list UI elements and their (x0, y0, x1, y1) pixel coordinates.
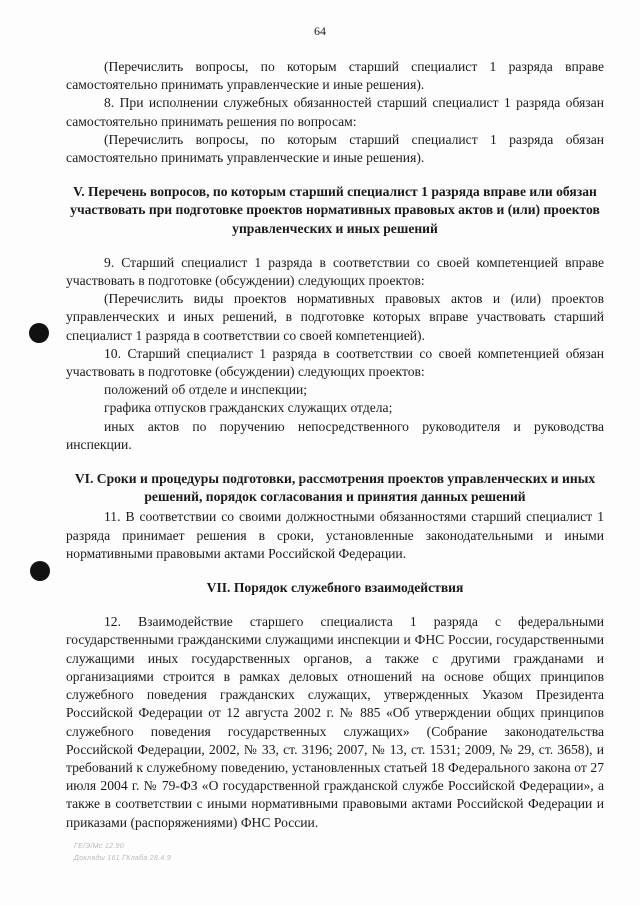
paragraph: 12. Взаимодействие старшего специалиста 1 разряда с федеральными государственными гражданскими служащими инспекции и ФНС России, государственными служащими иных государственных органов, а также с другими гражданами и организациями строится в рамках деловых отношений на основе общих принципов служебного поведения гражданских служащих, утвержденных Указом Президента Российской Федерации от 12 августа 2002 г. № 885 «Об утверждении общих принципов служебного поведения государственных служащих» (Собрание законодательства Российской Федерации, 2002, № 33, ст. 3196; 2007, № 13, ст. 1531; 2009, № 29, ст. 3658), и требований к служебному поведению, установленных статьей 18 Федерального закона от 27 июля 2004 г. № 79-ФЗ «О государственной гражданской службе Российской Федерации», а также в соответствии с иными нормативными правовыми актами Российской Федерации и приказами (распоряжениями) ФНС России. (66, 614, 604, 830)
paragraph: (Перечислить вопросы, по которым старший специалист 1 разряда вправе самостоятельно принимать управленческие и иные решения). (66, 59, 604, 93)
paragraph: 9. Старший специалист 1 разряда в соответствии со своей компетенцией вправе участвовать в подготовке (обсуждении) следующих проектов: (66, 254, 604, 289)
footer-stamp: Доклады 161 ГКлаба 28.4.9 (74, 855, 172, 862)
paragraph: 10. Старший специалист 1 разряда в соответствии со своей компетенцией обязан участвовать в подготовке (обсуждении) следующих проектов: (66, 345, 604, 380)
list-item: графика отпусков гражданских служащих отдела; (104, 400, 393, 416)
binder-hole-mark (30, 561, 50, 581)
document-body (66, 58, 604, 832)
binder-hole-mark (29, 323, 49, 343)
section-heading: VI. Сроки и процедуры подготовки, рассмотрения проектов управленческих и иных решений, порядок согласования и принятия данных решений (74, 471, 596, 505)
paragraph: (Перечислить вопросы, по которым старший специалист 1 разряда обязан самостоятельно принимать управленческие и иные решения). (66, 131, 604, 166)
paragraph: 8. При исполнении служебных обязанностей старший специалист 1 разряда обязан самостоятельно принимать решения по вопросам: (66, 95, 604, 129)
footer-stamp: ГЕ/Э/Мс 12.90 (74, 843, 124, 850)
paragraph: 11. В соответствии со своими должностными обязанностями старший специалист 1 разряда принимает решения в сроки, установленные законодательными и иными нормативными правовыми актами Российской Федерации. (66, 509, 604, 561)
page-number: 64 (314, 24, 326, 38)
paragraph: (Перечислить виды проектов нормативных правовых актов и (или) проектов управленческих и иных решений, в подготовке которых вправе участвовать старший специалист 1 разряда в соответствии со своей компетенцией). (66, 291, 604, 343)
section-heading: V. Перечень вопросов, по которым старший специалист 1 разряда вправе или обязан участвовать при подготовке проектов нормативных правовых актов и (или) проектов управленческих и иных решений (70, 184, 600, 236)
section-heading: VII. Порядок служебного взаимодействия (206, 580, 464, 596)
list-item: иных актов по поручению непосредственного руководителя и руководства инспекции. (66, 418, 604, 452)
list-item: положений об отделе и инспекции; (104, 382, 308, 398)
